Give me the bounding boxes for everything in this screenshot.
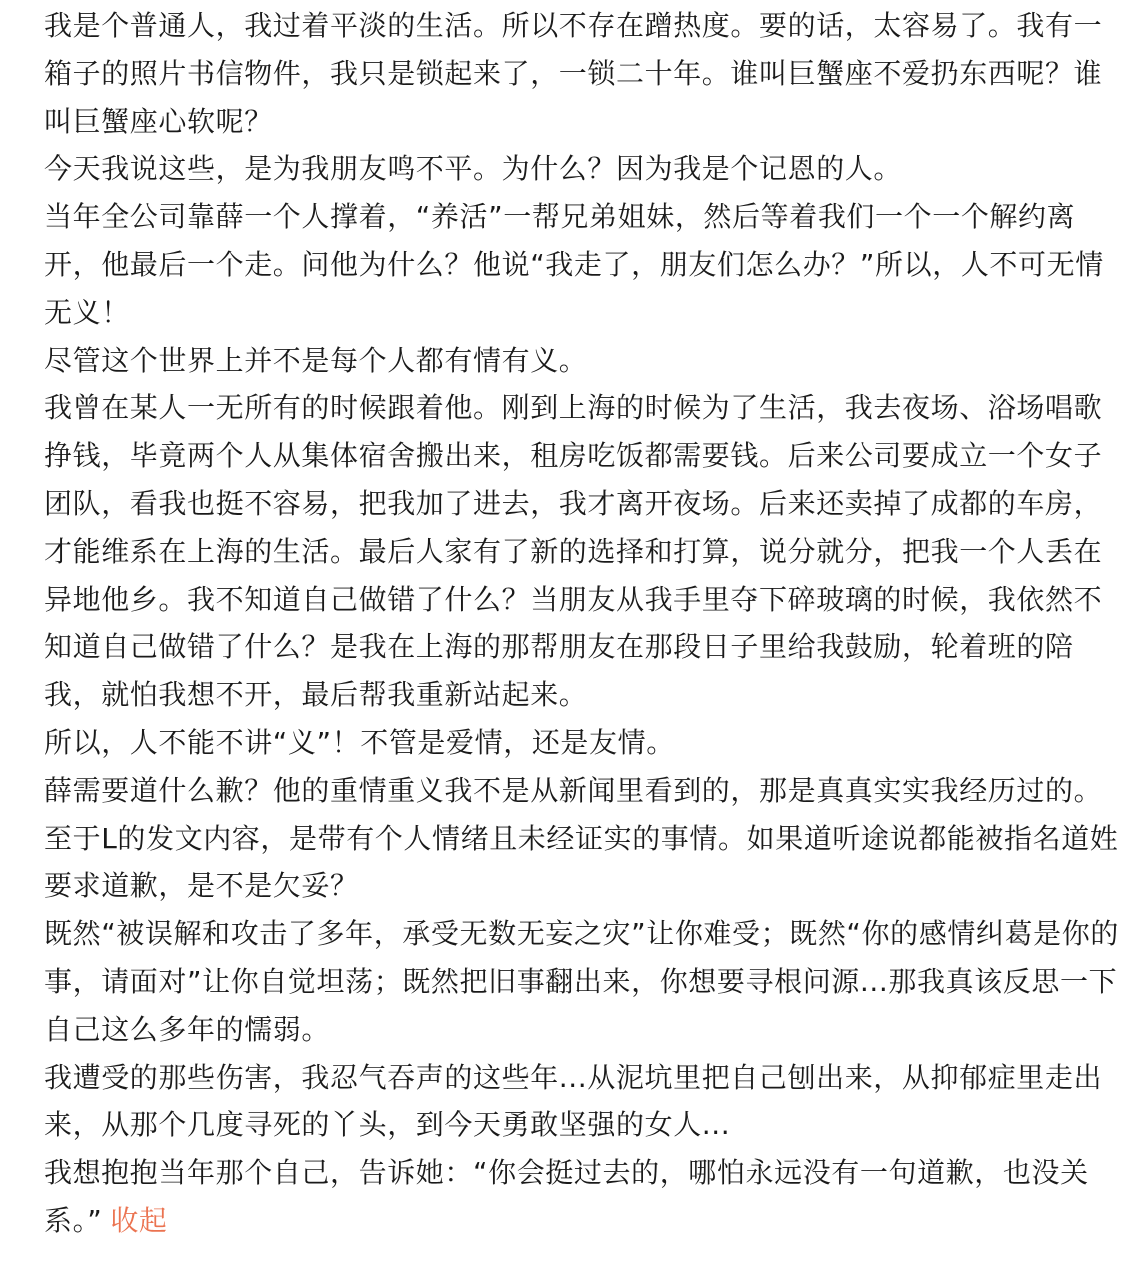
paragraph-8: 既然“被误解和攻击了多年，承受无数无妄之灾”让你难受；既然“你的感情纠葛是你的事，请面对”让你自觉坦荡；既然把旧事翻出来，你想要寻根问源...那我真该反思一下自己这么多年的懦弱。 [44,917,1119,1046]
paragraph-7: 薛需要道什么歉？他的重情重义我不是从新闻里看到的，那是真真实实我经历过的。至于L的发文内容，是带有个人情绪且未经证实的事情。如果道听途说都能被指名道姓要求道歉，是不是欠妥？ [44,773,1119,903]
paragraph-3: 当年全公司靠薛一个人撑着，“养活”一帮兄弟姐妹，然后等着我们一个一个解约离开，他最后一个走。问他为什么？他说“我走了，朋友们怎么办？”所以，人不可无情无义！ [44,200,1104,329]
paragraph-10-text: 我想抱抱当年那个自己，告诉她：“你会挺过去的，哪怕永远没有一句道歉，也没关系。” [44,1156,1089,1237]
paragraph-2: 今天我说这些，是为我朋友鸣不平。为什么？因为我是个记恩的人。 [44,152,903,186]
paragraph-9: 我遭受的那些伤害，我忍气吞声的这些年...从泥坑里把自己刨出来，从抑郁症里走出来，从那个几度寻死的丫头，到今天勇敢坚强的女人... [44,1060,1103,1142]
bottom-spacer [0,1252,1142,1268]
collapse-link[interactable]: 收起 [110,1203,168,1237]
post-body [44,2,1130,1245]
paragraph-1: 我是个普通人，我过着平淡的生活。所以不存在蹭热度。要的话，太容易了。我有一箱子的照片书信物件，我只是锁起来了，一锁二十年。谁叫巨蟹座不爱扔东西呢？谁叫巨蟹座心软呢？ [44,9,1103,138]
paragraph-5: 我曾在某人一无所有的时候跟着他。刚到上海的时候为了生活，我去夜场、浴场唱歌挣钱，毕竟两个人从集体宿舍搬出来，租房吃饭都需要钱。后来公司要成立一个女子团队，看我也挺不容易，把我加了进去，我才离开夜场。后来还卖掉了成都的车房，才能维系在上海的生活。最后人家有了新的选择和打算，说分就分，把我一个人丢在异地他乡。我不知道自己做错了什么？当朋友从我手里夺下碎玻璃的时候，我依然不知道自己做错了什么？是我在上海的那帮朋友在那段日子里给我鼓励，轮着班的陪我，就怕我想不开，最后帮我重新站起来。 [44,391,1103,712]
paragraph-6: 所以，人不能不讲“义”！不管是爱情，还是友情。 [44,725,675,759]
paragraph-4: 尽管这个世界上并不是每个人都有情有义。 [44,343,588,377]
paragraph-10 [44,1149,1130,1245]
